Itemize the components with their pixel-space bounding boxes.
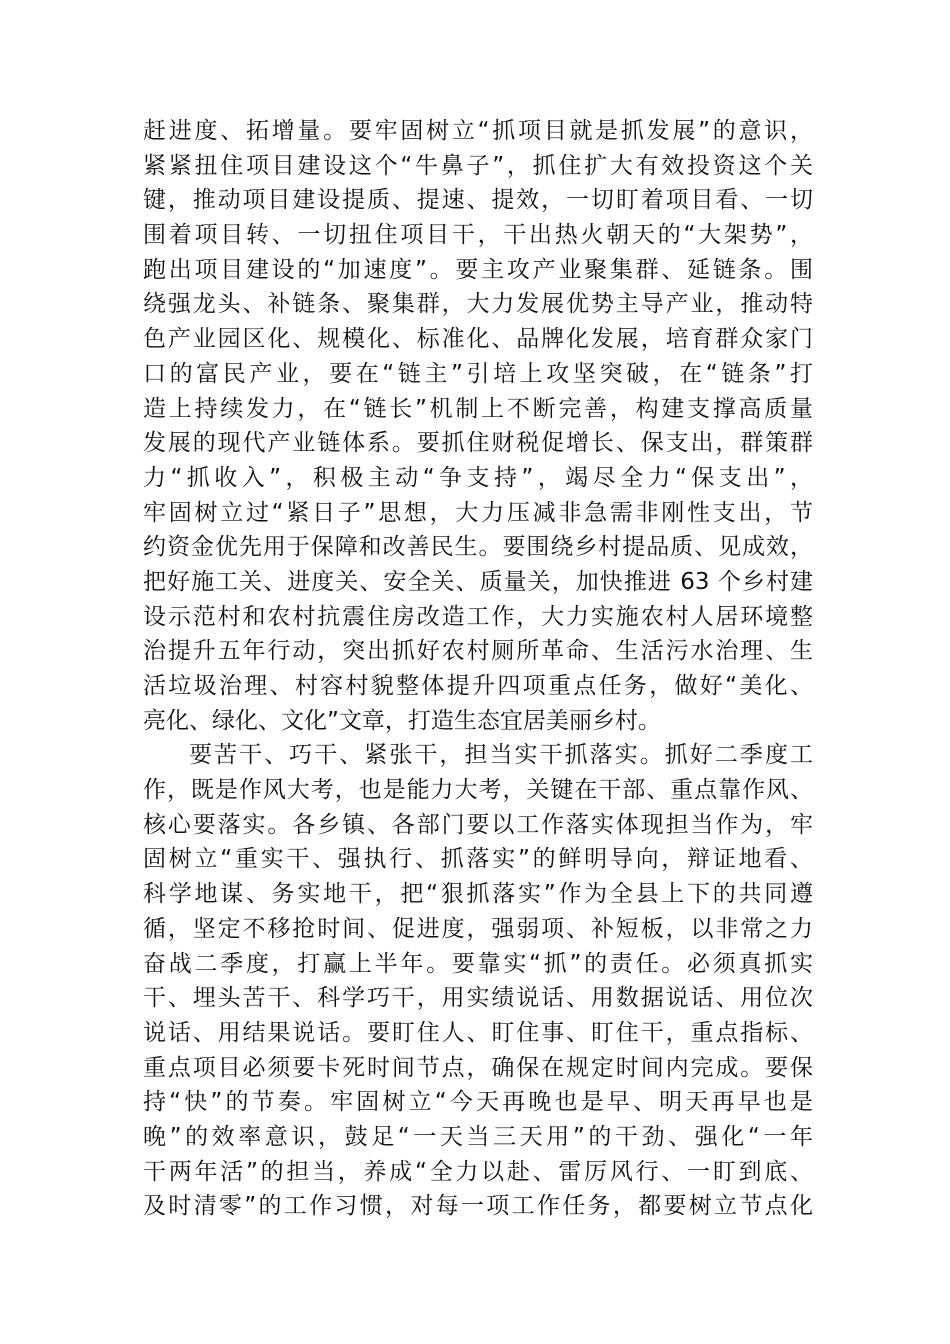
text-line: 晚”的效率意识，鼓足“一天当三天用”的干劲、强化“一年 — [143, 1123, 813, 1150]
text-line: 造上持续发力，在“链长”机制上不断完善，构建支撑高质量 — [143, 395, 813, 422]
body-paragraph — [143, 738, 813, 1224]
text-line: 色产业园区化、规模化、标准化、品牌化发展，培育群众家门 — [143, 326, 813, 353]
text-line: 跑出项目建设的“加速度”。要主攻产业聚集群、延链条。围 — [143, 256, 813, 283]
text-line: 作，既是作风大考，也是能力大考，关键在干部、重点靠作风、 — [143, 777, 813, 804]
text-line: 科学地谋、务实地干，把“狠抓落实”作为全县上下的共同遵 — [143, 881, 813, 908]
text-line: 围着项目转、一切扭住项目干，干出热火朝天的“大架势”， — [143, 222, 813, 249]
text-line: 把好施工关、进度关、安全关、质量关，加快推进 63 个乡村建 — [143, 568, 813, 595]
text-line: 牢固树立过“紧日子”思想，大力压减非急需非刚性支出，节 — [143, 499, 813, 526]
text-line: 设示范村和农村抗震住房改造工作，大力实施农村人居环境整 — [143, 603, 813, 630]
text-line: 紧紧扭住项目建设这个“牛鼻子”，抓住扩大有效投资这个关 — [143, 152, 813, 179]
text-line: 发展的现代产业链体系。要抓住财税促增长、保支出，群策群 — [143, 430, 813, 457]
text-line: 口的富民产业，要在“链主”引培上攻坚突破，在“链条”打 — [143, 360, 813, 387]
text-line: 干、埋头苦干、科学巧干，用实绩说话、用数据说话、用位次 — [143, 985, 813, 1012]
text-line: 及时清零”的工作习惯，对每一项工作任务，都要树立节点化 — [143, 1193, 813, 1220]
text-line: 说话、用结果说话。要盯住人、盯住事、盯住干，重点指标、 — [143, 1019, 813, 1046]
text-line: 治提升五年行动，突出抓好农村厕所革命、生活污水治理、生 — [143, 638, 813, 665]
text-line: 重点项目必须要卡死时间节点，确保在规定时间内完成。要保 — [143, 1054, 813, 1081]
text-line: 循，坚定不移抢时间、促进度，强弱项、补短板，以非常之力 — [143, 915, 813, 942]
text-line: 键，推动项目建设提质、提速、提效，一切盯着项目看、一切 — [143, 187, 813, 214]
text-line: 奋战二季度，打赢上半年。要靠实“抓”的责任。必须真抓实 — [143, 950, 813, 977]
text-line: 固树立“重实干、强执行、抓落实”的鲜明导向，辩证地看、 — [143, 846, 813, 873]
text-line: 约资金优先用于保障和改善民生。要围绕乡村提品质、见成效， — [143, 534, 813, 561]
text-line: 持“快”的节奏。牢固树立“今天再晚也是早、明天再早也是 — [143, 1089, 813, 1116]
text-line: 赶进度、拓增量。要牢固树立“抓项目就是抓发展”的意识， — [143, 118, 813, 144]
text-line: 绕强龙头、补链条、聚集群，大力发展优势主导产业，推动特 — [143, 291, 813, 318]
text-line: 亮化、绿化、文化”文章，打造生态宜居美丽乡村。 — [143, 707, 661, 734]
text-line: 要苦干、巧干、紧张干，担当实干抓落实。抓好二季度工 — [189, 742, 813, 769]
text-line: 活垃圾治理、村容村貌整体提升四项重点任务，做好“美化、 — [143, 673, 813, 699]
text-line: 核心要落实。各乡镇、各部门要以工作落实体现担当作为，牢 — [143, 811, 813, 838]
text-line: 干两年活”的担当，养成“全力以赴、雷厉风行、一盯到底、 — [143, 1158, 813, 1185]
document-page — [143, 114, 813, 1224]
body-paragraph — [143, 114, 813, 738]
text-line: 力“抓收入”，积极主动“争支持”，竭尽全力“保支出”， — [143, 464, 813, 491]
